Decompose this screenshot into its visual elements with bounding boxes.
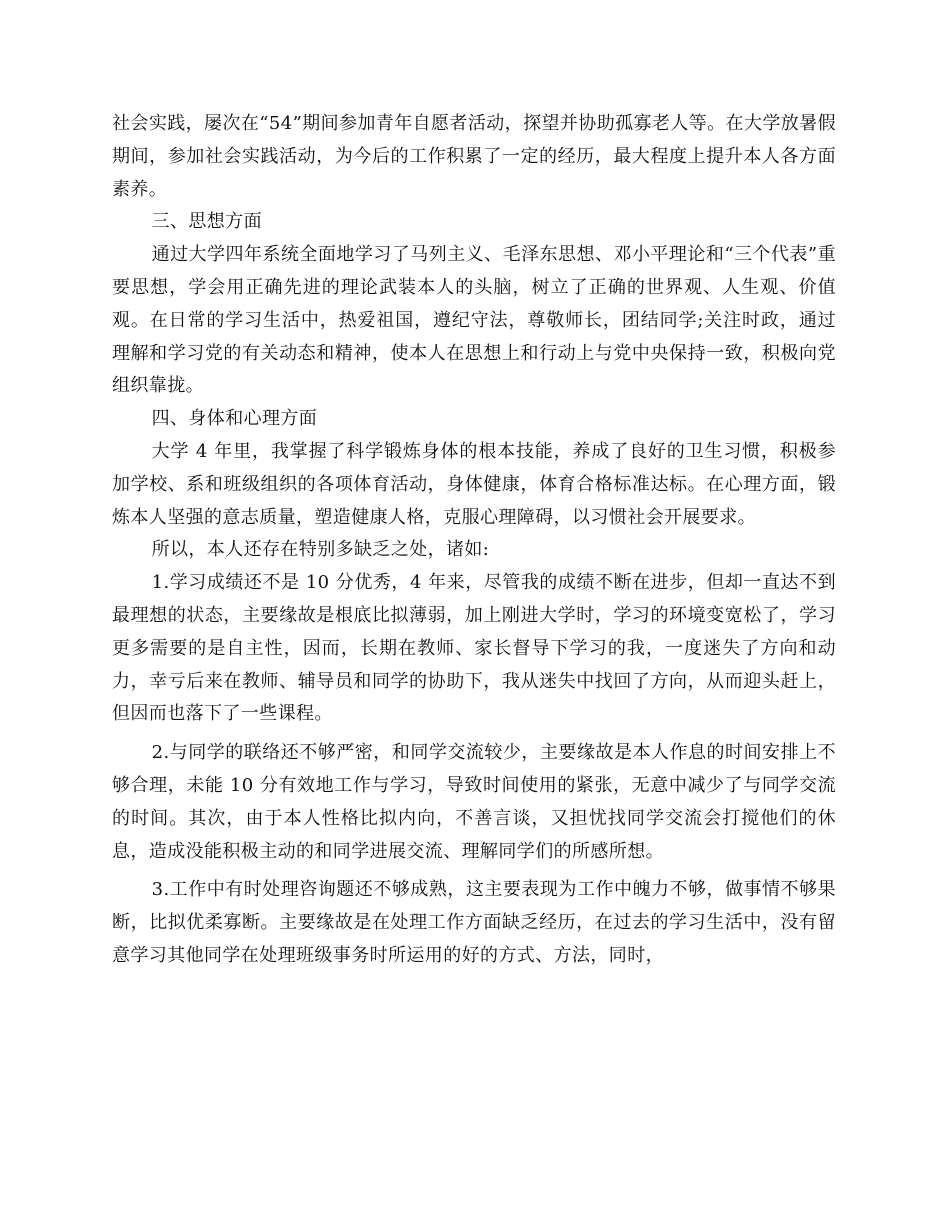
paragraph-body-mind: 大学 4 年里，我掌握了科学锻炼身体的根本技能，养成了良好的卫生习惯，积极参加学校、系和班级组织的各项体育活动，身体健康，体育合格标准达标。在心理方面，锻炼本人坚强的意志质量，塑造健康人格，克服心理障碍，以习惯社会开展要求。 [112, 440, 836, 528]
paragraph-shortcoming-3: 3.工作中有时处理咨询题还不够成熟，这主要表现为工作中魄力不够，做事情不够果断，比拟优柔寡断。主要缘故是在处理工作方面缺乏经历，在过去的学习生活中，没有留意学习其他同学在处理班级事务时所运用的好的方式、方法，同时， [112, 879, 836, 966]
document-body [112, 108, 836, 973]
section-heading-body-mind: 四、身体和心理方面 [151, 408, 318, 430]
paragraph-shortcoming-1: 1.学习成绩还不是 10 分优秀，4 年来，尽管我的成绩不断在进步，但却一直达不到最理想的状态，主要缘故是根底比拟薄弱，加上刚进大学时，学习的环境变宽松了，学习更多需要的是自主性，因而，长期在教师、家长督导下学习的我，一度迷失了方向和动力，幸亏后来在教师、辅导员和同学的协助下，我从迷失中找回了方向，从而迎头赶上，但因而也落下了一些课程。 [112, 572, 836, 725]
paragraph-shortcomings-intro: 所以，本人还存在特别多缺乏之处，诸如: [151, 539, 490, 561]
paragraph-continuation: 社会实践，屡次在“54”期间参加青年自愿者活动，探望并协助孤寡老人等。在大学放暑假期间，参加社会实践活动，为今后的工作积累了一定的经历，最大程度上提升本人各方面素养。 [112, 113, 836, 200]
paragraph-shortcoming-2: 2.与同学的联络还不够严密，和同学交流较少，主要缘故是本人作息的时间安排上不够合理，未能 10 分有效地工作与学习，导致时间使用的紧张，无意中减少了与同学交流的时间。其次，由于本人性格比拟内向，不善言谈，又担忧找同学交流会打搅他们的休息，造成没能积极主动的和同学进展交流、理解同学们的所感所想。 [112, 742, 836, 862]
section-heading-thought: 三、思想方面 [151, 211, 262, 233]
paragraph-thought: 通过大学四年系统全面地学习了马列主义、毛泽东思想、邓小平理论和“三个代表”重要思想，学会用正确先进的理论武装本人的头脑，树立了正确的世界观、人生观、价值观。在日常的学习生活中，热爱祖国，遵纪守法，尊敬师长，团结同学;关注时政，通过理解和学习党的有关动态和精神，使本人在思想上和行动上与党中央保持一致，积极向党组织靠拢。 [112, 244, 836, 397]
